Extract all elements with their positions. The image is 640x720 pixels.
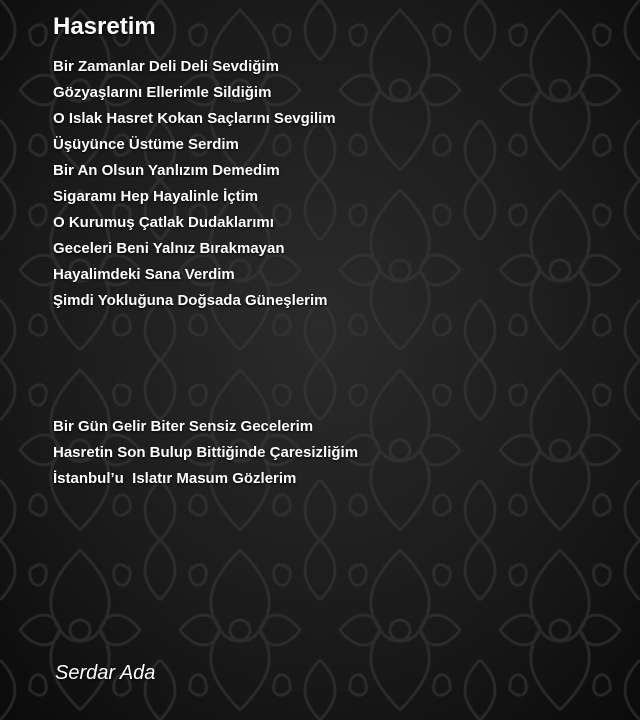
poem-line: İstanbul’u Islatır Masum Gözlerim (53, 470, 297, 487)
poem-title: Hasretim (53, 13, 156, 40)
poem-line: O Islak Hasret Kokan Saçlarını Sevgilim (53, 110, 336, 127)
poem-line: Gözyaşlarını Ellerimle Sildiğim (53, 84, 272, 101)
stanza-2 (53, 414, 358, 492)
poem-line: Sigaramı Hep Hayalinle İçtim (53, 188, 259, 205)
poem-line: Geceleri Beni Yalnız Bırakmayan (53, 240, 285, 257)
poem-line: Üşüyünce Üstüme Serdim (53, 136, 239, 153)
poem-author: Serdar Ada (55, 662, 156, 684)
poem-line: Bir Gün Gelir Biter Sensiz Gecelerim (53, 418, 314, 435)
stanza-1 (53, 54, 336, 314)
poem-line: Bir An Olsun Yanlızım Demedim (53, 162, 280, 179)
poem-line: Hasretin Son Bulup Bittiğinde Çaresizliğim (53, 444, 359, 461)
poem-line: O Kurumuş Çatlak Dudaklarımı (53, 214, 274, 231)
poem-line: Hayalimdeki Sana Verdim (53, 266, 235, 283)
poem-line: Şimdi Yokluğuna Doğsada Güneşlerim (53, 292, 328, 309)
poem-line: Bir Zamanlar Deli Deli Sevdiğim (53, 58, 279, 75)
